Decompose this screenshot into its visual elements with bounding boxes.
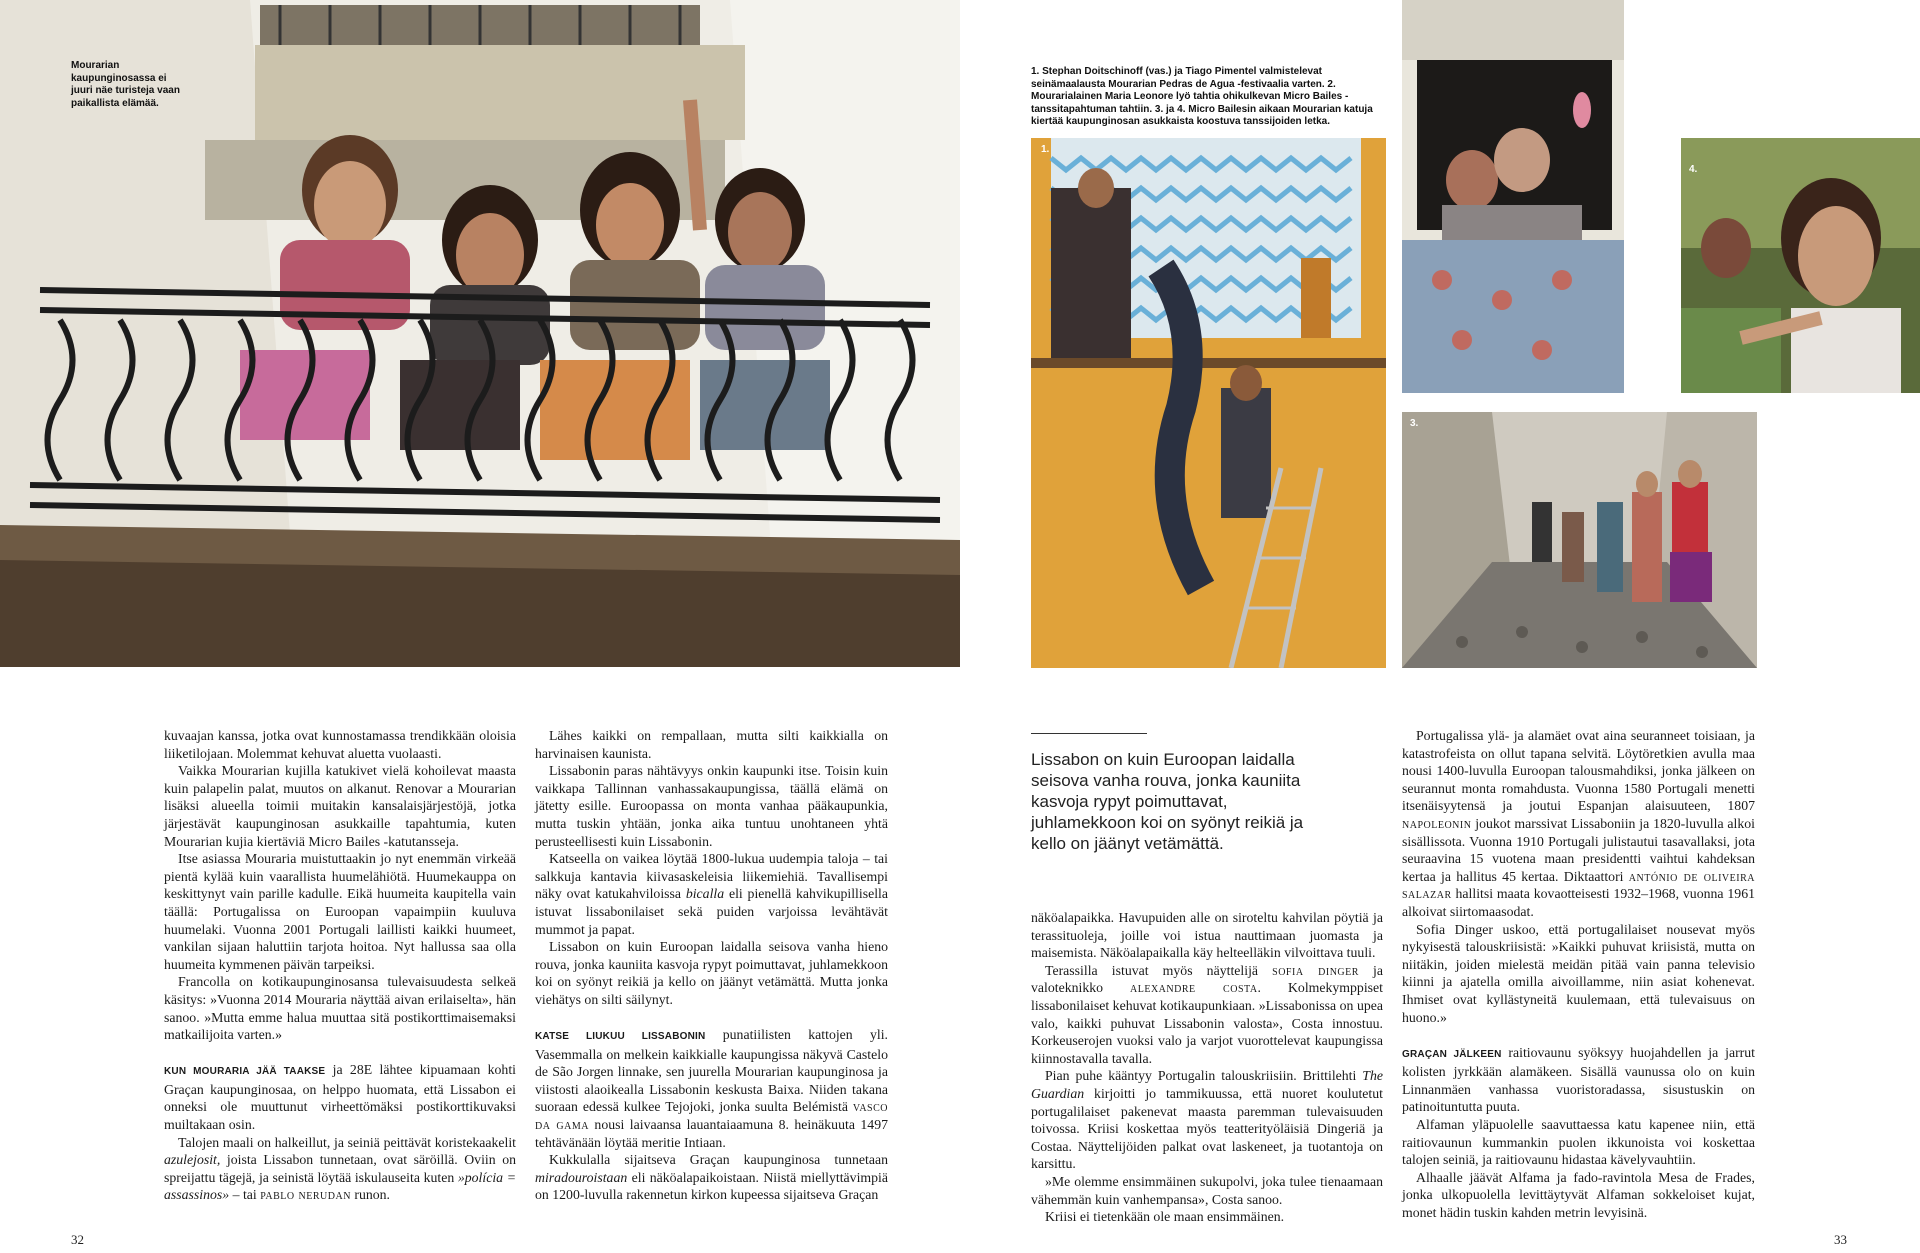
- paragraph: [1031, 1067, 1383, 1173]
- paragraph: [1031, 962, 1383, 1068]
- text-column-4: [1402, 727, 1755, 1222]
- paragraph-text: eli pienellä kahvikupillisella istuvat lissabonilaiset sekä puiden varjoissa levähtävät mummot ja papat.: [535, 886, 888, 937]
- paragraph: [164, 1134, 516, 1204]
- paragraph-text: nousi laivaansa lauantaiaamuna 8. heinäkuuta 1497 tehtävänään löytää meritie Intiaan.: [535, 1117, 888, 1150]
- paragraph: [1402, 727, 1755, 921]
- paragraph-text: punatiilisten kattojen yli. Vasemmalla on melkein kaikkialle kaupungissa näkyvä Castelo de São Jorgen linnake, sen juurella Mourarian kaupunginosa ja viistosti alaoikealla Lissabonin keskusta Baixa. Niiden takana suoraan edessä kulkee Tejojoki, jonka suulta Belémistä: [535, 1027, 889, 1115]
- paragraph: »Me olemme ensimmäinen sukupolvi, joka tulee tienaamaan vähemmän kuin vanhempansa», Costa sanoo.: [1031, 1173, 1383, 1207]
- page-number-left: 32: [71, 1232, 84, 1247]
- text-column-3: [1031, 909, 1383, 1226]
- paragraph-text: . Kolmekymppiset lissabonilaiset kehuvat kotikaupunkiaan. »Lissabonissa on upea valo, kaikki puhuvat Lissabonin valosta», Costa innostuu. Korkeuserojen vuoksi valo ja varjot vuorottelevat kaupungissa kiinnostavalla tavalla.: [1031, 980, 1383, 1066]
- paragraph: näköalapaikka. Havupuiden alle on siroteltu kahvilan pöytiä ja terassituoleja, joille voi istua nauttimaan juomasta ja maisemista. Näköalapaikalla käy helteelläkin vilvoittava tuuli.: [1031, 910, 1383, 961]
- paragraph: Itse asiassa Mouraria muistuttaakin jo nyt enemmän virkeää pientä kylää kuin vaarallista huumelähiötä. Huumekauppa on keskittynyt vain parille kadulle. Eikä huumeita kaupitella vain täällä: Portugalissa on Euroopan vapaimpiin kuuluva huumelaki. Vuonna 2001 Portugali laillisti kaikki huumeet, vankilan sijaan haluttiin tarjota hoitoa. Nyt hallussa saa olla huumeita kymmenen päivän tarpeiksi.: [164, 851, 516, 972]
- photo-number-3: 3.: [1410, 418, 1419, 429]
- paragraph: [535, 1151, 888, 1204]
- run-in-heading: GRAÇAN JÄLKEEN: [1402, 1048, 1502, 1060]
- mural-photo: [1031, 138, 1386, 668]
- text-column-1: [164, 727, 516, 1204]
- paragraph-text: ja 28E lähtee kipuamaan kohti Graçan kaupunginosaa, on helppo huomata, että Lissabon ei onneksi ole muuttunut virheettömäksi postikorttikuvaksi muiltakaan osin.: [164, 1062, 516, 1133]
- paragraph: Vaikka Mourarian kujilla katukivet vielä kohoilevat maasta kuin palapelin palat, muutos on alkanut. Renovar a Mourarian lisäksi alueella toimii muitakin kansalaisjärjestöjä, jotka järjestävät kaupunginosan asukkaille tapahtumia, kuten Mourarian kujia kiertäviä Micro Bailes -katutansseja.: [164, 763, 516, 849]
- emphasis: The Guardian: [1031, 1068, 1383, 1101]
- pull-quote: Lissabon on kuin Euroopan laidalla seisova vanha rouva, jonka kauniita kasvoja rypyt poimuttavat, juhlamekkoon koi on syönyt reikiä ja kello on jäänyt vetämättä.: [1031, 750, 1304, 853]
- paragraph: [1402, 1044, 1755, 1116]
- name-small-caps: pablo nerudan: [260, 1187, 351, 1203]
- paragraph: Lissabonin paras nähtävyys onkin kaupunki itse. Toisin kuin vaikkapa Tallinnan vanhassakaupungissa, täällä elämä on jätetty esille. Euroopassa on monta vanhaa pääkaupunkia, mutta tuskin yhtään, jonka aika tuntuu unohtaneen yhtä perusteellisesti kuin Lissabonin.: [535, 763, 888, 849]
- paragraph-text: Pian puhe kääntyy Portugalin talouskriisiin. Brittilehti: [1045, 1068, 1363, 1084]
- window-photo: [1402, 0, 1624, 393]
- emphasis: bicalla: [685, 886, 725, 902]
- paragraph: Sofia Dinger uskoo, että portugalilaiset nousevat myös nykyisestä talouskriisistä: »Kaikki puhuvat kriisistä, mutta on niitäkin, joiden mielestä meidän pitää vain panna televisio kiinni ja ajatella omilla aivoillamme, niin asiat kohenevat. Ihmiset ovat kyllästyneitä kuulemaan, että tulevaisuus on huono.»: [1402, 921, 1755, 1025]
- paragraph: [164, 1061, 516, 1133]
- paragraph-text: Talojen maali on halkeillut, ja seiniä peittävät koristekaakelit: [178, 1134, 516, 1150]
- paragraph: Alhaalle jäävät Alfama ja fado-ravintola Mesa de Frades, jonka ulkopuolella levittäytyvät Alfaman sokkeloiset kujat, monet hädin tuskin kahden metrin levyisinä.: [1402, 1169, 1755, 1221]
- paragraph-text: Portugalissa ylä- ja alamäet ovat aina seuranneet toisiaan, ja katastrofeista on ollut tapana selvitä. Löytöretkien avulla maa nousi 1400-luvulla Euroopan talousmahdiksi, jonka jälkeen on seurannut monta romahdusta. Vuonna 1580 Portugali menetti itsenäisyytensä ja joutui Espanjan alaisuuteen, 1807: [1402, 728, 1755, 814]
- name-small-caps: alexandre costa: [1130, 980, 1258, 996]
- photo-captions-block: 1. Stephan Doitschinoff (vas.) ja Tiago Pimentel valmistelevat seinämaalausta Mourarian Pedras de Agua -festivaalia varten. 2. Mourarialainen Maria Leonore lyö tahtia ohikulkevan Micro Bailes -tanssitapahtuman tahtiin. 3. ja 4. Micro Bailesin aikaan Mourarian katuja kiertää kaupunginosan asukkaista koostuva tanssijoiden letka.: [1031, 66, 1373, 127]
- paragraph: Lissabon on kuin Euroopan laidalla seisova vanha hieno rouva, jonka kauniita kasvoja rypyt poimuttavat, juhlamekkoon koi on syönyt reikiä ja kello on jäänyt vetämättä. Mutta jonka viehätys on silti säilynyt.: [535, 939, 888, 1007]
- balcony-caption: Mourarian kaupunginosassa ei juuri näe turisteja vaan paikallista elämää.: [71, 60, 180, 109]
- name-small-caps: napoleonin: [1402, 815, 1472, 831]
- paragraph-text: joista Lissabon tunnetaan, ovat säröillä. Oviin on spreijattu tägejä, ja seinistä löytää iskulauseita kuten: [164, 1152, 516, 1185]
- paragraph-text: runon.: [350, 1187, 391, 1203]
- pull-quote-rule: [1031, 733, 1147, 734]
- page-number-right: 33: [1834, 1232, 1847, 1247]
- paragraph-text: kirjoitti jo tammikuussa, että nuoret koulutetut portugalilaiset pakenevat maasta paremman tulevaisuuden toivossa. Kriisi koskettaa myös teatterityöläisiä Dingeriä ja Costaa. Näyttelijöiden palkat ovat laskeneet, ja tuotantoja on karsittu.: [1031, 1085, 1383, 1172]
- paragraph-text: joukot marssivat Lissaboniin ja 1820-luvulla alkoi sisällissota. Vuonna 1910 Portugali julistautui tasavallaksi, jota seuraavina 15 vuotena maan presidentti vaihtui kahdeksan kertaa ja hallitus 45 kertaa. Diktaattori: [1402, 815, 1755, 884]
- paragraph: Kriisi ei tietenkään ole maan ensimmäinen.: [1045, 1209, 1285, 1225]
- paragraph-text: hallitsi maata kovaotteisesti 1932–1968, vuonna 1961 alkoivat siirtomaasodat.: [1402, 886, 1755, 919]
- paragraph-text: Katseella on vaikea löytää 1800-lukua uudempia taloja – tai salkkuja kantavia kiivasaskeleisia liikemiehiä. Tavallisempi näky ovat katukahviloissa: [535, 851, 888, 902]
- paragraph: kuvaajan kanssa, jotka ovat kunnostamassa trendikkään oloisia liiketilojaan. Molemmat kehuvat aluetta vuolaasti.: [164, 728, 516, 761]
- paragraph-text: ja valoteknikko: [1031, 962, 1383, 996]
- emphasis: miradouroistaan: [535, 1169, 628, 1185]
- paragraph-text: eli näköalapaikoistaan. Niistä miellyttävimpiä on 1200-luvulla rakennetun kirkon kupeessa sijaitseva Graçan: [535, 1169, 888, 1203]
- emphasis: »polícia = assassinos»: [164, 1169, 516, 1203]
- name-small-caps: sofia dinger: [1272, 962, 1359, 978]
- paragraph-text: raitiovaunu syöksyy huojahdellen ja jarrut kolisten jyrkkään alamäkeen. Sisällä vaunussa olo on kuin Linnanmäen vanhassa vuoristoradassa, sisustuskin on patinoituntutta puuta.: [1402, 1044, 1755, 1115]
- emphasis: azulejosit,: [164, 1152, 221, 1168]
- text-column-2: [535, 727, 888, 1204]
- name-small-caps: vasco da gama: [535, 1099, 888, 1133]
- run-in-heading: KUN MOURARIA JÄÄ TAAKSE: [164, 1066, 326, 1078]
- paragraph: Alfaman yläpuolelle saavuttaessa katu kapenee niin, että raitiovaunun kummankin puolen ikkunoista voi koskettaa talojen seiniä, ja raitiovaunu hidastaa kävelyvauhtiin.: [1402, 1117, 1755, 1168]
- paragraph: [535, 1026, 888, 1151]
- name-small-caps: antónio de oliveira salazar: [1402, 868, 1755, 902]
- street-dancers-photo: [1402, 412, 1757, 668]
- paragraph-text: – tai: [229, 1187, 261, 1203]
- photo-number-1: 1.: [1041, 144, 1050, 155]
- paragraph: [535, 850, 888, 938]
- run-in-heading: KATSE LIUKUU LISSABONIN: [535, 1031, 706, 1043]
- paragraph: Francolla on kotikaupunginosansa tulevaisuudesta selkeä käsitys: »Vuonna 2014 Mouraria näyttää aivan erilaiselta», hän sanoo. »Mutta emme halua muuttaa sitä postikorttimaisemaksi matkailijoita varten.»: [164, 974, 516, 1043]
- dancer-portrait-photo: [1681, 138, 1920, 393]
- paragraph-text: Kukkulalla sijaitseva Graçan kaupunginosa tunnetaan: [549, 1152, 888, 1168]
- paragraph-text: Terassilla istuvat myös näyttelijä: [1045, 962, 1273, 978]
- photo-number-4: 4.: [1689, 164, 1698, 175]
- paragraph: Lähes kaikki on rempallaan, mutta silti kaikkialla on harvinaisen kaunista.: [535, 728, 888, 761]
